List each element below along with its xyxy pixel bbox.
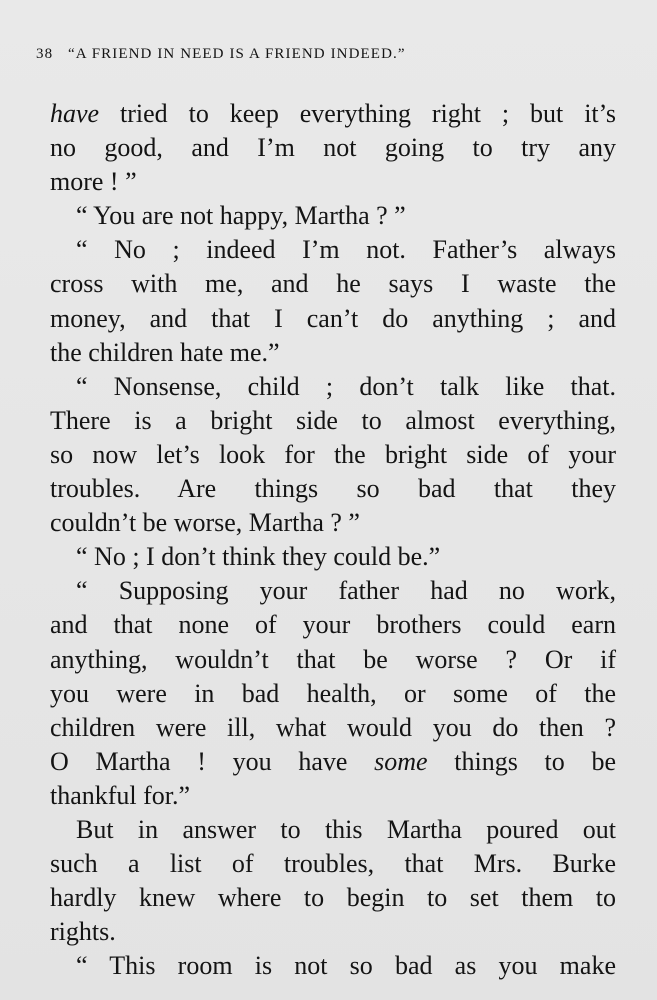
text-segment: things to be bbox=[427, 746, 616, 776]
text-line: But in answer to this Martha poured out bbox=[76, 814, 616, 844]
text-segment: tried to keep everything right ; but it’s bbox=[99, 99, 616, 128]
text-line: you were in bad health, or some of the bbox=[50, 678, 616, 708]
text-line: no good, and I’m not going to try any bbox=[50, 133, 616, 163]
text-line: thankful for.” bbox=[50, 780, 191, 810]
text-line: the children hate me.” bbox=[50, 337, 280, 367]
running-title: “A FRIEND IN NEED IS A FRIEND INDEED.” bbox=[68, 46, 406, 62]
text-line: “ Nonsense, child ; don’t talk like that. bbox=[76, 371, 616, 401]
page-number: 38 bbox=[36, 46, 54, 62]
text-line: anything, wouldn’t that be worse ? Or if bbox=[50, 644, 616, 674]
text-line: money, and that I can’t do anything ; and bbox=[50, 303, 616, 333]
text-line bbox=[50, 97, 616, 131]
text-line: troubles. Are things so bad that they bbox=[50, 474, 616, 504]
text-line: rights. bbox=[50, 917, 116, 947]
text-line: and that none of your brothers could earn bbox=[50, 610, 616, 640]
text-line: “ This room is not so bad as you make bbox=[76, 951, 616, 981]
text-line: There is a bright side to almost everything, bbox=[50, 405, 616, 435]
text-line: couldn’t be worse, Martha ? ” bbox=[50, 508, 360, 538]
text-line: more ! ” bbox=[50, 167, 137, 197]
text-line bbox=[50, 745, 616, 779]
text-line: such a list of troubles, that Mrs. Burke bbox=[50, 849, 616, 879]
italic-word: some bbox=[374, 746, 428, 776]
text-line: cross with me, and he says I waste the bbox=[50, 269, 616, 299]
text-line: “ No ; indeed I’m not. Father’s always bbox=[76, 235, 616, 265]
body-text bbox=[50, 97, 616, 983]
text-line: “ You are not happy, Martha ? ” bbox=[76, 201, 406, 231]
text-line: “ Supposing your father had no work, bbox=[76, 576, 616, 606]
text-line: so now let’s look for the bright side of your bbox=[50, 439, 616, 469]
text-line: “ No ; I don’t think they could be.” bbox=[76, 542, 441, 572]
text-line: children were ill, what would you do then ? bbox=[50, 712, 616, 742]
text-line: hardly knew where to begin to set them to bbox=[50, 883, 616, 913]
italic-word: have bbox=[50, 99, 100, 128]
running-head bbox=[36, 46, 616, 63]
text-segment: O Martha ! you have bbox=[50, 746, 375, 776]
